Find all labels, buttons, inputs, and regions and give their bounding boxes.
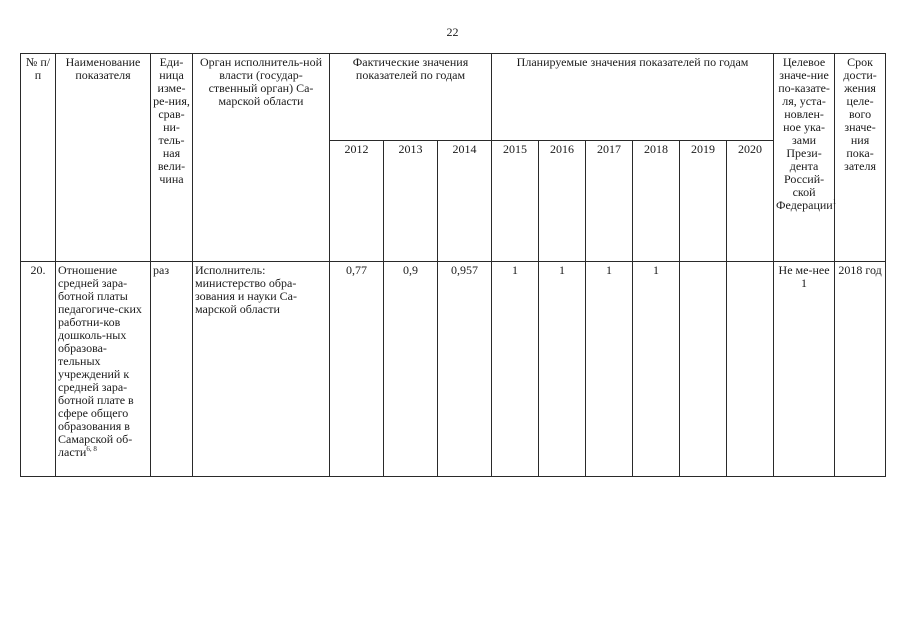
year-planned-2017: 2017 (586, 141, 633, 262)
row-actual-2014: 0,957 (438, 262, 492, 477)
row-planned-2020 (727, 262, 774, 477)
header-target-text: Целевое значе-ние по-казате-ля, уста-новлен-ное ука-зами Прези-дента Россий-ской Федерации (776, 55, 833, 212)
year-planned-2019: 2019 (680, 141, 727, 262)
row-target: Не ме-нее 1 (774, 262, 835, 477)
row-planned-2018: 1 (633, 262, 680, 477)
header-num: № п/п (21, 54, 56, 262)
row-actual-2012: 0,77 (330, 262, 384, 477)
row-name (56, 262, 151, 477)
row-unit: раз (151, 262, 193, 477)
row-planned-2015: 1 (492, 262, 539, 477)
year-actual-2014: 2014 (438, 141, 492, 262)
row-organ: Исполнитель: министерство обра-зования и науки Са-марской области (193, 262, 330, 477)
year-planned-2020: 2020 (727, 141, 774, 262)
year-actual-2012: 2012 (330, 141, 384, 262)
year-planned-2015: 2015 (492, 141, 539, 262)
header-target-footnote: 1 (832, 198, 837, 206)
page-number: 22 (446, 25, 459, 39)
year-planned-2018: 2018 (633, 141, 680, 262)
header-actual: Фактические значения показателей по годам (330, 54, 492, 141)
header-name: Наименование показателя (56, 54, 151, 262)
row-planned-2016: 1 (539, 262, 586, 477)
header-row-top (21, 54, 886, 141)
year-planned-2016: 2016 (539, 141, 586, 262)
row-actual-2013: 0,9 (384, 262, 438, 477)
row-name-footnote: 6, 8 (86, 445, 97, 453)
table-row (21, 262, 886, 477)
row-deadline: 2018 год (835, 262, 886, 477)
header-planned: Планируемые значения показателей по годам (492, 54, 774, 141)
header-deadline: Срок дости-жения целе-вого значе-ния пока-зателя (835, 54, 886, 262)
row-planned-2019 (680, 262, 727, 477)
year-actual-2013: 2013 (384, 141, 438, 262)
row-num: 20. (21, 262, 56, 477)
row-name-text: Отношение средней зара-ботной платы педагогиче-ских работни-ков дошколь-ных образова-тельных учреждений к средней зара-ботной плате в сфере общего образования в Самарской об-ласти (58, 263, 142, 459)
header-organ: Орган исполнитель-ной власти (государ-ственный орган) Са-марской области (193, 54, 330, 262)
header-target (774, 54, 835, 262)
indicators-table (20, 53, 886, 477)
row-planned-2017: 1 (586, 262, 633, 477)
header-unit: Еди-ница изме-ре-ния, срав-ни-тель-ная вели-чина (151, 54, 193, 262)
